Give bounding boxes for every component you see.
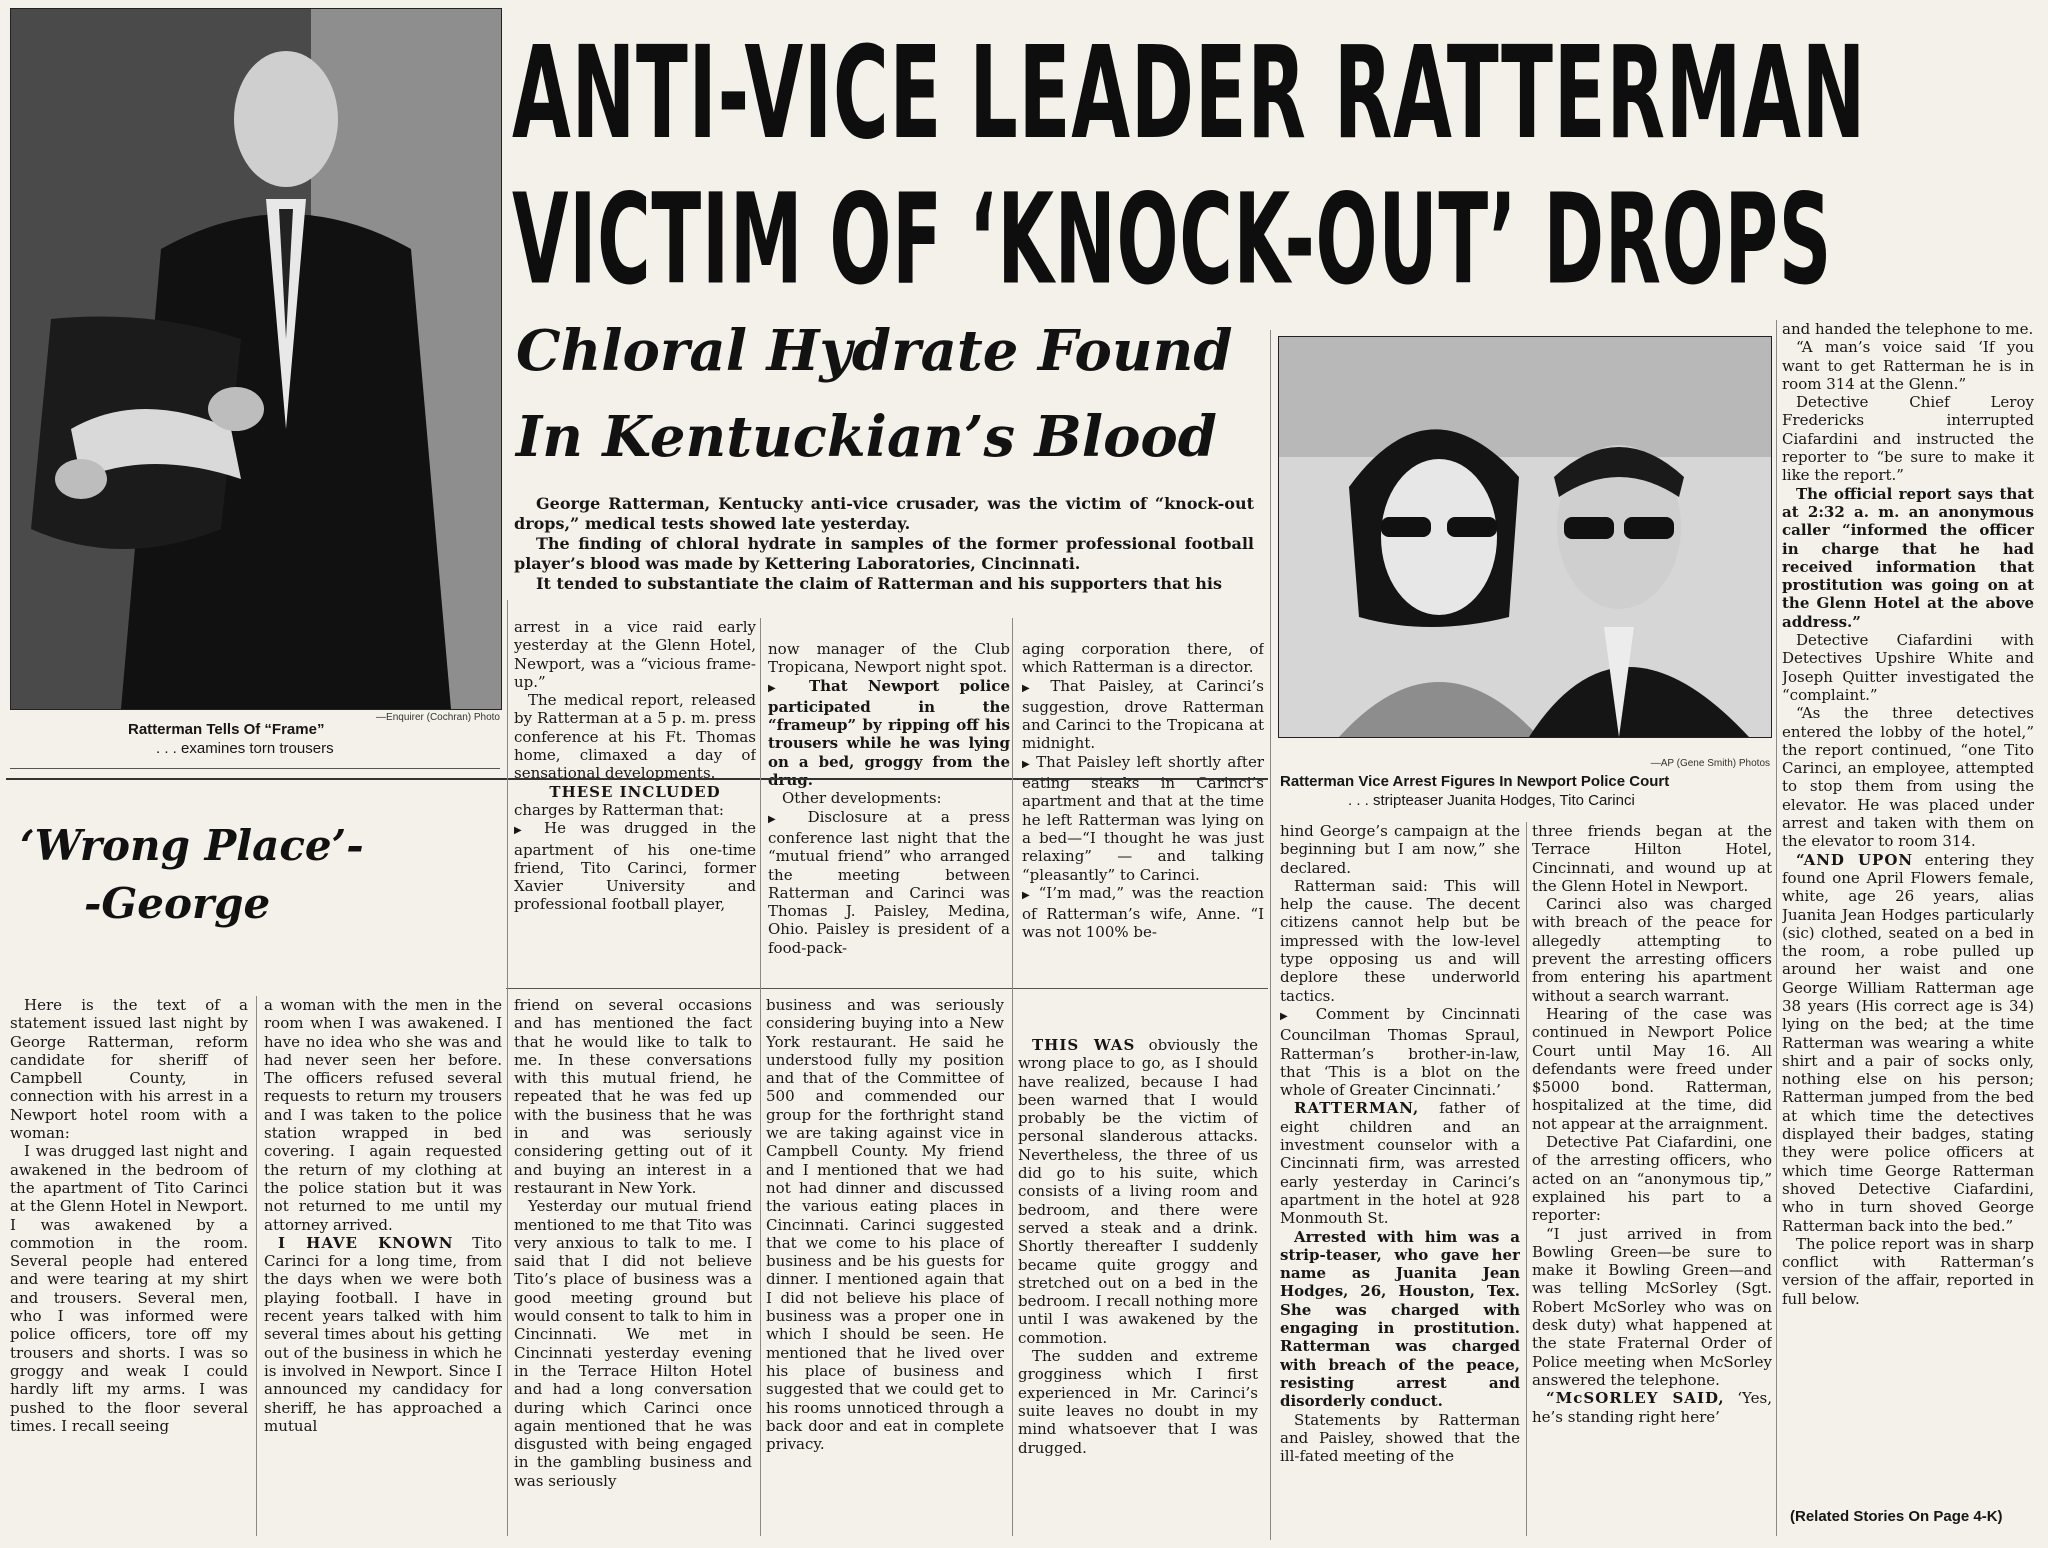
story-col3-top: aging corporation there, of which Ratterman is a director. xyxy=(1022,640,1264,677)
story-col3-bullet3: ▶ “I’m mad,” was the reaction of Ratterman’s wife, Anne. “I was not 100% be- xyxy=(1022,884,1264,942)
statement-col3-p1: friend on several occasions and has mentioned the fact that he would like to talk to me. In these conversations with this mutual friend, he repeated that he was fed up with the business that he was in and was seriously considering getting out of it and buying an interest in a restaurant in New York. xyxy=(514,996,752,1197)
statement-col2-p1: a woman with the men in the room when I was awakened. I have no idea who she was and had never seen her before. The officers refused several requests to return my trousers and I was taken to the police station wrapped in bed covering. I again requested the return of my clothing at the police station but it was not returned to me until my attorney arrived. xyxy=(264,996,502,1234)
right-colB-p2: Carinci also was charged with breach of the peace for allegedly attempting to prevent the arresting officers from entering his apartment without a search warrant. xyxy=(1532,895,1772,1005)
story-col2-other: Other developments: xyxy=(782,789,942,808)
statement-col3 xyxy=(514,996,752,1540)
column-rule xyxy=(1012,618,1013,1536)
right-colA-p3: father of eight children and an investment counselor with a Cincinnati firm, was arrested early yesterday in Carinci’s apartment in the hotel at 928 Monmouth St. xyxy=(1280,1099,1520,1228)
right-colA-leadin: RATTERMAN, xyxy=(1294,1099,1420,1118)
lead-paragraphs xyxy=(514,494,1254,594)
headline-line1: ANTI-VICE LEADER RATTERMAN xyxy=(512,18,1867,168)
statement-col5-leadin: THIS WAS xyxy=(1032,1036,1136,1054)
right-colA xyxy=(1280,822,1520,1538)
statement-col4-p1: business and was seriously considering buying into a New York restaurant. He said he understood fully my position and that of the Committee of 500 and commended our group for the forthright stand we are taking against vice in Campbell County. My friend and I mentioned that we had not had dinner and discussed the various eating places in Cincinnati. Carinci suggested that we come to his place of business and be his guests for dinner. I mentioned again that I did not believe his place of business was a proper one in which I should be seen. He mentioned that he lived over his place of business and suggested that we could get to his rooms unnoticed through a back door and eat in complete privacy. xyxy=(766,996,1004,1454)
left-photo-caption xyxy=(128,720,448,758)
statement-col2-p2: Tito Carinci for a long time, from the days when we were both playing football. I have in recent years talked with him several times about his getting out of the business in which he is involved in Newport. Since I announced my candidacy for sheriff, he has approached a mutual xyxy=(264,1233,502,1435)
statement-col1-p1: Here is the text of a statement issued last night by George Ratterman, reform candidate for sheriff of Campbell County, in connection with his arrest in a Newport hotel room with a woman: xyxy=(10,996,248,1143)
lead-p1: George Ratterman, Kentucky anti-vice crusader, was the victim of “knock-out drops,” medical tests showed late yesterday. xyxy=(514,494,1254,533)
statement-col1-p2: I was drugged last night and awakened in the bedroom of the apartment of Tito Carinci at the Glenn Hotel in Newport. I was awakened by a commotion in the room. Several people had entered and were tearing at my shirt and trousers. Several men, who I was informed were police officers, tore off my trousers and shorts. I was so groggy and weak I could hardly lift my arms. I was pushed to the floor several times. I recall seeing xyxy=(10,1142,248,1435)
right-colA-p4: Statements by Ratterman and Paisley, showed that the ill-fated meeting of the xyxy=(1280,1410,1520,1466)
right-colB-leadin: “McSORLEY SAID, xyxy=(1546,1389,1725,1408)
right-colB-p3: Hearing of the case was continued in Newport Police Court until May 16. All defendants were freed under $5000 bond. Ratterman, hospitalized at the time, did not appear at the arraignment. xyxy=(1532,1004,1772,1133)
right-colC-p4: Detective Ciafardini with Detectives Upshire White and Joseph Quitter investigated the “complaint.” xyxy=(1782,631,2034,704)
right-colB-end: ‘Yes, he’s standing right here’ xyxy=(1532,1389,1772,1426)
column-rule xyxy=(1526,822,1527,1536)
column-rule xyxy=(1776,320,1777,1536)
ratterman-photo-illustration xyxy=(11,9,501,709)
right-colA-bold: Arrested with him was a strip-teaser, who gave her name as Juanita Jean Hodges, 26, Houston, Tex. She was charged with engaging in prostitution. Ratterman was charged with breach of the peace, resisting arrest and disorderly conduct. xyxy=(1280,1227,1520,1411)
photo-hodges-carinci xyxy=(1278,336,1772,738)
lead-p3: It tended to substantiate the claim of Ratterman and his supporters that his xyxy=(536,574,1223,593)
story-col1-p2: The medical report, released by Ratterman at a 5 p. m. press conference at his Ft. Thomas home, climaxed a day of sensational developments. xyxy=(514,691,756,783)
right-colC-p3: Detective Chief Leroy Fredericks interrupted Ciafardini and instructed the reporter to “be sure to make it like the report.” xyxy=(1782,393,2034,485)
right-photo-caption xyxy=(1280,772,1770,810)
column-rule xyxy=(256,996,257,1536)
related-stories: (Related Stories On Page 4-K) xyxy=(1790,1508,2003,1525)
statement-title-line1: ‘Wrong Place’- xyxy=(20,821,364,870)
left-photo-credit: —Enquirer (Cochran) Photo xyxy=(376,712,500,723)
right-colC-leadin: “AND UPON xyxy=(1796,850,1914,869)
right-caption-title: Ratterman Vice Arrest Figures In Newport Police Court xyxy=(1280,773,1670,790)
statement-col2 xyxy=(264,996,502,1540)
photo-ratterman xyxy=(10,8,502,710)
hodges-carinci-photo-illustration xyxy=(1279,337,1771,737)
right-colC-bold: The official report says that at 2:32 a. m. an anonymous caller “informed the officer in charge that he had received information that prostitution was going on at the Glenn Hotel at the above address.” xyxy=(1782,484,2034,631)
right-colB xyxy=(1532,822,1772,1538)
right-colA-p2: Ratterman said: This will help the cause. The decent citizens cannot help but be impressed with the low-level type opposing us and will deplore these underworld tactics. xyxy=(1280,876,1520,1005)
story-col2-bullet: ▶ That Newport police participated in the “frameup” by ripping off his trousers while he was lying on a bed, groggy from the drug. xyxy=(768,677,1010,790)
statement-col5 xyxy=(1018,1036,1258,1540)
story-col3-bullet1: ▶ That Paisley, at Carinci’s suggestion, drove Ratterman and Carinci to the Tropicana at midnight. xyxy=(1022,677,1264,753)
story-col2-bullet2: ▶ Disclosure at a press conference last night that the “mutual friend” who arranged the meeting between Ratterman and Carinci was Thomas J. Paisley, Medina, Ohio. Paisley is president of a food-pack- xyxy=(768,808,1010,957)
left-caption-rule xyxy=(10,768,500,769)
right-colC xyxy=(1782,320,2034,1500)
right-colC-p1: and handed the telephone to me. xyxy=(1782,320,2034,338)
story-col1-after: charges by Ratterman that: xyxy=(514,800,724,819)
left-caption-title: Ratterman Tells Of “Frame” xyxy=(128,721,325,738)
right-colB-p1: three friends began at the Terrace Hilton Hotel, Cincinnati, and wound up at the Glenn Hotel in Newport. xyxy=(1532,822,1772,895)
right-colC-p7: The police report was in sharp conflict with Ratterman’s version of the affair, reported in full below. xyxy=(1782,1234,2034,1308)
story-col1-bullet: ▶ He was drugged in the apartment of his one-time friend, Tito Carinci, former Xavier University and professional football player, xyxy=(514,819,756,913)
story-col2-top: now manager of the Club Tropicana, Newport night spot. xyxy=(768,640,1010,677)
subhead-line2: In Kentuckian’s Blood xyxy=(516,404,1217,470)
statement-col3-p2: Yesterday our mutual friend mentioned to me that Tito was very anxious to talk to me. I said that I did not believe Tito’s place of business was a good meeting ground but would consent to talk to him in Cincinnati. We met in Cincinnati yesterday evening in the Terrace Hilton Hotel and had a long conversation during which Carinci once again mentioned that he was disgusted with being engaged in the gambling business and was seriously xyxy=(514,1197,752,1490)
headline-line2: VICTIM OF ‘KNOCK-OUT’ DROPS xyxy=(512,166,1833,313)
subhead-line1: Chloral Hydrate Found xyxy=(516,318,1233,384)
right-colC-p5: “As the three detectives entered the lobby of the hotel,” the report continued, “one Tito Carinci, an employee, attempted to stop them from using the elevator. He was placed under arrest and taken with them on the elevator to room 314. xyxy=(1782,704,2034,851)
right-colC-p2: “A man’s voice said ‘If you want to get Ratterman he is in room 314 at the Glenn.” xyxy=(1782,338,2034,393)
lead-p2: The finding of chloral hydrate in samples of the former professional football player’s blood was made by Kettering Laboratories, Cincinnati. xyxy=(514,534,1254,573)
right-colA-p1: hind George’s campaign at the beginning but I am now,” she declared. xyxy=(1280,822,1520,877)
column-rule xyxy=(760,618,761,1536)
story-col3-bullet2: ▶ That Paisley left shortly after eating steaks in Carinci’s apartment and that at the time he left Ratterman was lying on a bed—“I thought he was just relaxing” — and talking “pleasantly” to Carinci. xyxy=(1022,753,1264,884)
statement-col4 xyxy=(766,996,1004,1540)
statement-col2-leadin: I HAVE KNOWN xyxy=(278,1233,454,1252)
story-col1-p1: arrest in a vice raid early yesterday at the Glenn Hotel, Newport, was a “vicious frame-up.” xyxy=(514,618,756,691)
right-colB-p5: “I just arrived in from Bowling Green—be sure to make it Bowling Green—and was telling McSorley (Sgt. Robert McSorley who was on desk duty) what happened at the state Fraternal Order of Police meeting when McSorley answered the telephone. xyxy=(1532,1224,1772,1389)
right-colC-p6: entering they found one April Flowers female, white, age 26 years, alias Juanita Jean Hodges particularly (sic) clothed, seated on a bed in the room, a robe pulled up around her waist and one George William Ratterman age 38 years (His correct age is 34) lying on the bed; at the time Ratterman was wearing a white shirt and a pair of socks only, nothing else on his person; Ratterman jumped from the bed at which time the detectives displayed their badges, stating they were police officers at which time George Ratterman shoved Detective Ciafardini, who in turn shoved George Ratterman back into the bed.” xyxy=(1782,850,2034,1235)
left-caption-text: . . . examines torn trousers xyxy=(156,740,334,757)
column-rule xyxy=(1270,330,1271,1540)
statement-title-rule xyxy=(506,988,1268,989)
statement-title-line2: -George xyxy=(84,879,271,928)
right-caption-text: . . . stripteaser Juanita Hodges, Tito Carinci xyxy=(1348,792,1635,809)
statement-col5-p2: The sudden and extreme grogginess which I first experienced in Mr. Carinci’s suite leaves no doubt in my mind whatsoever that I was drugged. xyxy=(1018,1347,1258,1457)
right-colB-p4: Detective Pat Ciafardini, one of the arresting officers, who acted on an “anonymous tip,” explained his part to a reporter: xyxy=(1532,1133,1772,1225)
story-col1-leadin: THESE INCLUDED xyxy=(549,782,721,801)
statement-col5-p1: obviously the wrong place to go, as I should have realized, because I had been warned that I would probably be the victim of personal slanderous attacks. Nevertheless, the three of us did go to his suite, which consists of a living room and bedroom, and there were served a steak and a drink. Shortly thereafter I suddenly became quite groggy and stretched out on a bed in the bedroom. I recall nothing more until I was awakened by the commotion. xyxy=(1018,1036,1258,1347)
right-colA-bullet: ▶ Comment by Cincinnati Councilman Thomas Spraul, Ratterman’s brother-in-law, that ‘This is a blot on the whole of Greater Cincinnati.’ xyxy=(1280,1005,1520,1099)
column-rule xyxy=(507,600,508,1536)
statement-col1 xyxy=(10,996,248,1540)
right-photo-credit: —AP (Gene Smith) Photos xyxy=(1650,758,1770,769)
